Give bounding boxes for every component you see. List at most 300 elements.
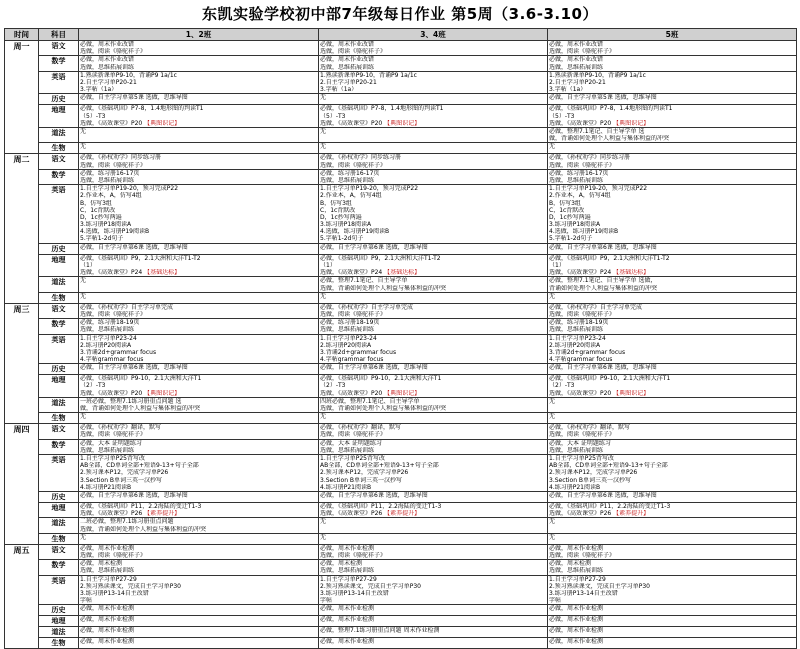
homework-cell [548,397,797,412]
table-row [5,544,797,559]
homework-line: 3.练习册P18阅读A [549,221,601,229]
homework-line: 必做，大本 证明题练习 [549,439,611,447]
homework-line: 必做，《孙权劝学》自主学习单完成 [549,303,643,311]
subject-label: 地理 [39,503,79,518]
homework-line: 1.自主学习单P25背写改 [320,455,385,463]
homework-cell [319,41,548,56]
header-row [5,29,797,41]
homework-line: 选做，思维拓展训练 [80,446,135,454]
homework-cell [319,375,548,398]
homework-line: 必做，《基础巩固》P9，2.1大洲和大洋T1-T2 [320,254,441,262]
homework-line: 选做，阅读《骆驼祥子》 [549,552,616,560]
homework-line: 选做，背诵如何处理个人利益与集体利益的冲突 [320,284,447,292]
homework-cell [79,94,319,105]
homework-line: 选做，阅读《骆驼祥子》 [320,310,387,318]
homework-cell [319,424,548,439]
homework-line: 选做，《高效课堂》P26 【素养提升】 [80,510,181,518]
table-row [5,518,797,533]
table-row [5,492,797,503]
homework-cell [548,319,797,334]
homework-line: 无 [320,94,327,102]
homework-cell [548,439,797,454]
day-label: 周一 [5,41,39,154]
homework-line: 无 [320,533,327,541]
homework-line: AB全部，CD单词全部+短语9-13+句子全部 [320,462,439,470]
homework-cell [319,94,548,105]
homework-cell [79,455,319,492]
homework-line: B，仿写3组 [320,199,352,207]
homework-line: （5）-T3 [80,112,106,120]
table-row [5,533,797,544]
homework-cell [548,143,797,154]
homework-cell [548,254,797,277]
homework-line: 必做，练习册18-19页 [80,319,140,327]
homework-line: 必做，《基础巩固》P7-8，1.4地形图的判读T1 [80,105,204,113]
homework-line: 选做，《高效课堂》P24 【基础达标】 [320,269,421,277]
homework-line: 2.预习熟读课文，完成自主学习单P30 [320,582,421,590]
homework-line: 无 [80,292,87,300]
homework-line: 3.Section B单词三英一汉抄写 [320,476,403,484]
homework-cell [79,71,319,94]
homework-line: 必做，周末作业检测 [80,638,135,646]
subject-label: 语文 [39,41,79,56]
homework-cell [319,169,548,184]
homework-cell [79,560,319,575]
subject-label: 历史 [39,605,79,616]
homework-line: 1.自主学习单P19-20，预习完成P22 [80,185,179,193]
subject-label: 地理 [39,616,79,627]
table-row [5,277,797,292]
homework-line: 1.自主学习单P27-29 [320,575,377,583]
homework-cell [79,518,319,533]
homework-line: 选做，思维拓展训练 [320,176,375,184]
homework-line: 3.字帖（1a） [320,86,358,94]
homework-line: （2）-T3 [80,382,106,390]
homework-line: 4.练习册P21阅读B [549,483,601,491]
homework-cell [548,638,797,649]
homework-cell [79,292,319,303]
homework-line: 必做，自主学习单第6课 选做，思维导图 [320,364,428,372]
homework-line: 1.自主学习单P23-24 [80,334,137,342]
subject-label: 生物 [39,638,79,649]
homework-line: （5）-T3 [320,112,346,120]
homework-line: （2）-T3 [549,382,575,390]
homework-line: D，1c抄写两遍 [549,213,591,221]
homework-line: 无 [80,533,87,541]
homework-line: 选做，思维拓展训练 [549,446,604,454]
homework-line: 必做，《基础巩固》P9-10，2.1大洲和大洋T1 [320,375,442,383]
table-row [5,303,797,318]
homework-line: 必做，《基础巩固》P9-10，2.1大洲和大洋T1 [549,375,671,383]
homework-line: 3.背诵2d+grammar focus [80,348,157,356]
highlight-tag: 【素养提升】 [144,510,181,518]
homework-cell [548,492,797,503]
table-row [5,185,797,244]
header-class-3-4: 3、4班 [319,29,548,41]
homework-line: 5.字帖1-2d句子 [80,235,124,243]
homework-line: 选做，思维拓展训练 [549,176,604,184]
homework-line: 必做，练习册16-17页 [549,169,609,177]
table-row [5,616,797,627]
homework-line: 必做，自主学习单第6课 选做，思维导图 [80,243,188,251]
homework-line: 选做，《高效课堂》P26 【素养提升】 [320,510,421,518]
homework-line: 选做，阅读《骆驼祥子》 [80,431,147,439]
homework-line: 选做，阅读《骆驼祥子》 [320,431,387,439]
homework-line: 选做，思维拓展训练 [320,446,375,454]
homework-cell [319,185,548,244]
homework-line: 选做，阅读《骆驼祥子》 [320,48,387,56]
homework-cell [548,71,797,94]
header-class-1-2: 1、2班 [79,29,319,41]
homework-line: 选做，《高效课堂》P20 【典图识记】 [80,119,181,127]
homework-cell [79,56,319,71]
homework-line: 1.自主学习单P25背写改 [549,455,614,463]
homework-line: 无 [80,143,87,151]
homework-line: 1.自主学习单P23-24 [549,334,606,342]
homework-line: 必做，自主学习单第6课 选做，思维导图 [549,492,657,500]
homework-line: 2.作业本，A，仿写4组 [320,192,382,200]
homework-line: D，1c抄写两遍 [320,213,362,221]
homework-line: 4.练习册P21阅读B [320,483,372,491]
homework-cell [548,413,797,424]
homework-cell [548,605,797,616]
subject-label: 历史 [39,243,79,254]
table-row [5,334,797,364]
homework-cell [79,424,319,439]
homework-line: C，1c背默改 [80,206,116,214]
homework-line: 3.字帖（1a） [80,86,118,94]
homework-line: 2.作业本，A，仿写4组 [549,192,611,200]
homework-cell [319,243,548,254]
homework-line: 无 [320,518,327,526]
subject-label: 历史 [39,492,79,503]
homework-cell [319,319,548,334]
homework-line: 无 [549,292,556,300]
homework-cell [79,169,319,184]
homework-line: 2.预习课本P12，完成学习单P26 [549,469,638,477]
homework-cell [79,533,319,544]
homework-cell [79,627,319,638]
homework-cell [319,439,548,454]
header-time: 时间 [5,29,39,41]
homework-cell [548,292,797,303]
homework-line: 必做，自主学习单第6课 选做，思维导图 [80,364,188,372]
subject-label: 语文 [39,544,79,559]
homework-cell [548,127,797,142]
homework-line: 选做，思维拓展训练 [80,63,135,71]
homework-cell [319,503,548,518]
homework-cell [79,492,319,503]
homework-cell [548,518,797,533]
homework-line: 4.字帖grammar focus [320,356,384,364]
header-class-5: 5班 [548,29,797,41]
homework-line: AB全部，CD单词全部+短语9-13+句子全部 [549,462,668,470]
homework-cell [79,105,319,128]
homework-cell [548,364,797,375]
homework-line: 3.练习册P13-14自主改错 [320,590,389,597]
homework-cell [548,169,797,184]
homework-cell [79,277,319,292]
subject-label: 历史 [39,364,79,375]
homework-cell [79,605,319,616]
highlight-tag: 【典图识记】 [384,389,421,397]
homework-line: 必做，周末作业检测 [549,616,604,624]
homework-line: 2.预习课本P12，完成学习单P26 [320,469,409,477]
homework-line: 无 [320,292,327,300]
homework-line: 选做，思维拓展训练 [80,567,135,575]
homework-cell [548,616,797,627]
homework-line: 选做，阅读《骆驼祥子》 [80,48,147,56]
homework-line: 必做，周末作业检测 [320,638,375,646]
homework-line: B，仿写3组 [549,199,581,207]
homework-cell [79,575,319,605]
homework-line: 无 [80,277,87,285]
homework-line: 选做，《高效课堂》P24 【基础达标】 [549,269,650,277]
subject-label: 生物 [39,533,79,544]
homework-cell [319,334,548,364]
homework-cell [79,544,319,559]
homework-cell [548,424,797,439]
homework-line: 选做，《高效课堂》P20 【典图识记】 [549,389,650,397]
table-row [5,105,797,128]
homework-line: 字帖 [80,597,93,605]
homework-line: 无 [320,127,327,135]
homework-line: 必做，整理7.1笔记、自主导学单 选 [549,127,645,135]
homework-line: 必做，《孙权劝学》自主学习单完成 [320,303,414,311]
highlight-tag: 【素养提升】 [384,510,421,518]
homework-line: 无 [549,397,556,405]
homework-line: 4.字帖grammar focus [549,356,613,364]
homework-line: 必做，《孙权劝学》自主学习单完成 [80,303,174,311]
homework-line: 1.自主学习单P23-24 [320,334,377,342]
homework-cell [319,143,548,154]
homework-line: 必做，《基础巩固》P7-8，1.4地形图的判读T1 [320,105,444,113]
homework-line: 必做，自主学习单第6课 选做，思维导图 [549,243,657,251]
homework-line: 2.预习熟读课文，完成自主学习单P30 [549,582,650,590]
subject-label: 道法 [39,277,79,292]
subject-label: 生物 [39,413,79,424]
homework-line: 必做，《基础巩固》P9，2.1大洲和大洋T1-T2 [80,254,201,262]
homework-cell [79,185,319,244]
homework-line: 无 [80,413,87,421]
homework-cell [548,375,797,398]
homework-line: 2.预习熟读课文，完成自主学习单P30 [80,582,181,590]
homework-line: 无 [549,533,556,541]
homework-line: 2.自主学习单P20-21 [80,78,137,86]
homework-cell [548,575,797,605]
homework-line: 必做，自主学习单第5课 选做，思维导图 [80,94,188,102]
homework-line: 必做，《孙权劝学》同步练习册 [549,154,631,162]
homework-line: 3.背诵2d+grammar focus [320,348,397,356]
homework-cell [319,154,548,169]
table-row [5,292,797,303]
homework-cell [79,154,319,169]
homework-line: 选做，《高效课堂》P20 【典图识记】 [320,389,421,397]
homework-line: 必做，练习册18-19页 [320,319,380,327]
homework-line: 3.练习册P13-14自主改错 [549,590,618,597]
homework-line: D，1c抄写两遍 [80,213,122,221]
homework-line: 必做，《基础巩固》P7-8，1.4地形图的判读T1 [549,105,673,113]
homework-cell [319,277,548,292]
homework-line: 必做，周末作业检测 [549,627,604,635]
homework-line: 2.作业本，A，仿写4组 [80,192,142,200]
homework-cell [319,616,548,627]
homework-cell [319,105,548,128]
homework-cell [319,397,548,412]
homework-line: 4.选做，练习册P19阅读B [549,228,619,236]
homework-line: 选做，阅读《骆驼祥子》 [320,161,387,169]
homework-cell [548,503,797,518]
homework-line: 必做，周末检测 [80,560,123,568]
homework-line: 选做，阅读《骆驼祥子》 [80,310,147,318]
homework-cell [319,627,548,638]
homework-cell [79,364,319,375]
homework-cell [79,303,319,318]
homework-line: 1.自主学习单P27-29 [80,575,137,583]
homework-cell [319,605,548,616]
homework-cell [319,56,548,71]
homework-line: 必做，自主学习单第6课 选做，思维导图 [320,243,428,251]
homework-line: 3.字帖（1a） [549,86,587,94]
homework-line: 一班必做，整理7.1练习册重点问题 选 [80,397,182,405]
subject-label: 地理 [39,105,79,128]
homework-cell [319,455,548,492]
highlight-tag: 【典图识记】 [384,119,421,127]
table-row [5,560,797,575]
homework-line: 必做，周末作业检测 [80,544,135,552]
homework-line: 必做，整理7.1练习册重点问题 周末作业检测 [320,627,440,635]
homework-line: 3.Section B单词三英一汉抄写 [80,476,163,484]
homework-cell [79,439,319,454]
homework-line: 必做，周末作业检测 [80,616,135,624]
homework-line: 选做，阅读《骆驼祥子》 [549,161,616,169]
homework-line: 2.自主学习单P20-21 [549,78,606,86]
homework-line: 必做，大本 证明题练习 [320,439,382,447]
homework-line: 必做，《孙权劝学》翻译，默写 [549,424,631,432]
homework-line: 必做，《基础巩固》P9-10，2.1大洲和大洋T1 [80,375,202,383]
homework-line: 必做，周末作业检测 [80,627,135,635]
homework-line: 必做，周末作业改错 [80,41,135,48]
homework-line: 必做，练习册16-17页 [320,169,380,177]
day-label: 周三 [5,303,39,424]
homework-line: 选做，思维拓展训练 [80,176,135,184]
homework-line: B，仿写3组 [80,199,112,207]
homework-cell [79,413,319,424]
homework-cell [319,127,548,142]
subject-label: 英语 [39,575,79,605]
day-label: 周四 [5,424,39,545]
subject-label: 语文 [39,154,79,169]
homework-cell [319,71,548,94]
homework-line: 必做，练习册18-19页 [549,319,609,327]
homework-line: 4.选做，练习册P19阅读B [80,228,150,236]
homework-line: 必做，《基础巩固》P11，2.2海陆的变迁T1-3 [320,503,442,511]
homework-line: 5.字帖1-2d句子 [320,235,364,243]
homework-cell [548,154,797,169]
day-label: 周二 [5,154,39,303]
homework-line: 无 [549,413,556,421]
table-row [5,41,797,56]
homework-line: 必做，周末作业改错 [80,56,135,64]
homework-line: 4.字帖grammar focus [80,356,144,364]
homework-line: 1.自主学习单P19-20，预习完成P22 [320,185,419,193]
homework-line: 无 [320,143,327,151]
homework-line: 必做，自主学习单第6课 选做，思维导图 [549,364,657,372]
table-row [5,127,797,142]
homework-line: 选做，阅读《骆驼祥子》 [320,552,387,560]
homework-schedule-table [4,28,797,649]
homework-cell [79,638,319,649]
subject-label: 道法 [39,397,79,412]
homework-line: 选做，阅读《骆驼祥子》 [549,431,616,439]
subject-label: 英语 [39,334,79,364]
homework-cell [548,533,797,544]
table-row [5,439,797,454]
homework-line: 必做，《孙权劝学》同步练习册 [80,154,162,162]
homework-line: 选做，《高效课堂》P20 【典图识记】 [549,119,650,127]
table-row [5,627,797,638]
homework-line: C，1c背默改 [549,206,585,214]
table-row [5,243,797,254]
highlight-tag: 【基础达标】 [144,269,181,277]
homework-line: AB全部，CD单词全部+短语9-13+句子全部 [80,462,199,470]
homework-line: 2.练习册P20阅读A [549,341,601,349]
homework-line: 必做，周末作业改错 [320,56,375,64]
homework-line: 选做，《高效课堂》P26 【素养提升】 [549,510,650,518]
homework-line: 2.练习册P20阅读A [320,341,372,349]
homework-line: （1） [320,261,336,269]
homework-line: 必做，周末作业检测 [320,616,375,624]
day-label: 周五 [5,544,39,649]
homework-line: 3.背诵2d+grammar focus [549,348,626,356]
table-row [5,575,797,605]
homework-line: 必做，自主学习单第6课 选做，思维导图 [320,492,428,500]
homework-line: 选做，阅读《骆驼祥子》 [80,161,147,169]
homework-line: 选做，阅读《骆驼祥子》 [80,552,147,560]
homework-line: 选做，思维拓展训练 [320,326,375,334]
table-row [5,375,797,398]
homework-cell [79,41,319,56]
header-subject: 科目 [39,29,79,41]
homework-line: 必做，周末作业检测 [80,605,135,613]
homework-cell [319,413,548,424]
subject-label: 数学 [39,169,79,184]
table-row [5,94,797,105]
table-row [5,143,797,154]
homework-line: 4.选做，练习册P19阅读B [320,228,390,236]
homework-line: （1） [80,261,96,269]
homework-line: 选做，思维拓展训练 [80,326,135,334]
homework-line: 必做，自主学习单第5课 选做，思维导图 [549,94,657,102]
homework-line: 做，背诵如何处理个人利益与集体利益的冲突 [549,135,670,143]
homework-cell [79,243,319,254]
homework-line: 字帖 [320,597,333,605]
homework-line: 必做，《基础巩固》P11，2.2海陆的变迁T1-3 [80,503,202,511]
homework-cell [548,243,797,254]
table-row [5,503,797,518]
subject-label: 数学 [39,56,79,71]
homework-cell [548,277,797,292]
homework-line: 必做，《孙权劝学》同步练习册 [320,154,402,162]
homework-cell [548,41,797,56]
homework-cell [548,544,797,559]
homework-line: 必做，周末作业检测 [320,544,375,552]
table-row [5,319,797,334]
homework-line: 1.熟读新课单P9-10，背诵P9 1a/1c [549,71,646,79]
homework-line: 必做，周末作业检测 [549,605,604,613]
subject-label: 生物 [39,143,79,154]
homework-cell [319,492,548,503]
